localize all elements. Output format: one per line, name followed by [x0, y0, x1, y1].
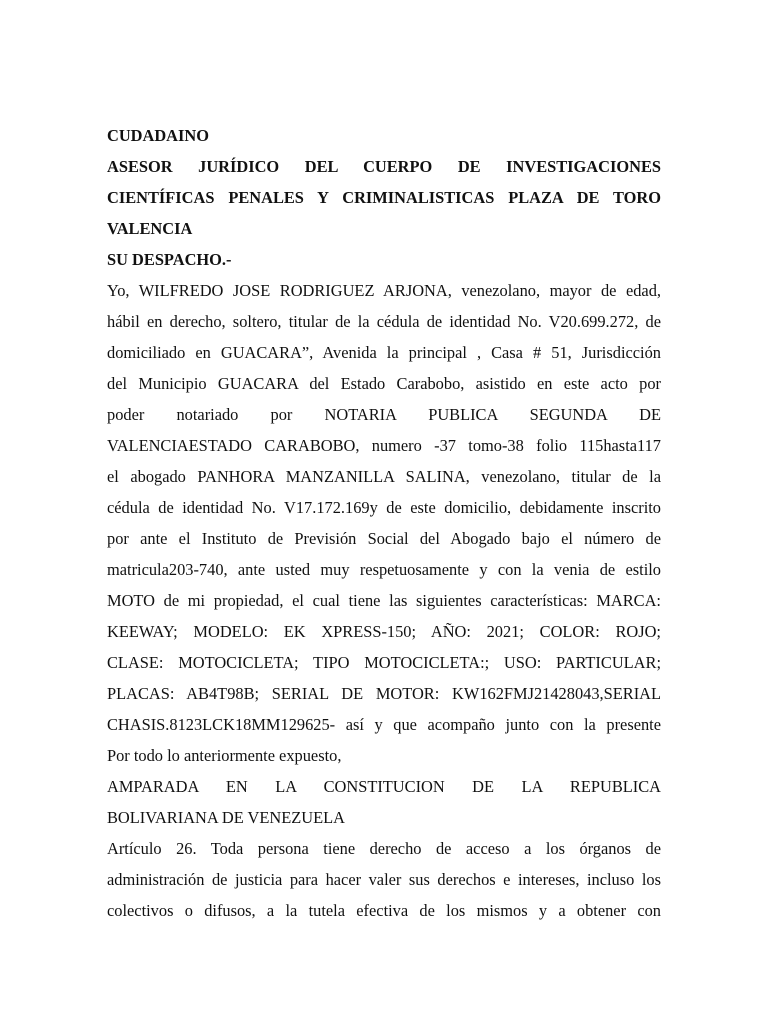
body-line: PLACAS: AB4T98B; SERIAL DE MOTOR: KW162FMJ21428043,SERIAL: [107, 684, 661, 703]
body-paragraph: [107, 275, 661, 771]
constitution-heading: [107, 771, 661, 833]
article-paragraph: [107, 833, 661, 926]
constitution-line: AMPARADA EN LA CONSTITUCION DE LA REPUBLICA: [107, 777, 661, 796]
body-line: VALENCIAESTADO CARABOBO, numero -37 tomo-38 folio 115hasta117: [107, 436, 661, 455]
addressee-title-line-2: CIENTÍFICAS PENALES Y CRIMINALISTICAS PLAZA DE TORO: [107, 188, 661, 207]
body-line: domiciliado en GUACARA”, Avenida la principal , Casa # 51, Jurisdicción: [107, 343, 661, 362]
letter-header: [107, 120, 661, 275]
addressee-title-line-1: ASESOR JURÍDICO DEL CUERPO DE INVESTIGACIONES: [107, 157, 661, 176]
constitution-line: BOLIVARIANA DE VENEZUELA: [107, 808, 345, 827]
body-line: poder notariado por NOTARIA PUBLICA SEGUNDA DE: [107, 405, 661, 424]
body-line: Por todo lo anteriormente expuesto,: [107, 746, 342, 765]
body-line: CLASE: MOTOCICLETA; TIPO MOTOCICLETA:; USO: PARTICULAR;: [107, 653, 661, 672]
body-line: hábil en derecho, soltero, titular de la cédula de identidad No. V20.699.272, de: [107, 312, 661, 331]
addressee-line: CUDADAINO: [107, 126, 209, 145]
body-line: MOTO de mi propiedad, el cual tiene las siguientes características: MARCA:: [107, 591, 661, 610]
body-line: del Municipio GUACARA del Estado Carabobo, asistido en este acto por: [107, 374, 661, 393]
article-line: administración de justicia para hacer valer sus derechos e intereses, incluso los: [107, 870, 661, 889]
salutation: SU DESPACHO.-: [107, 250, 232, 269]
article-line: colectivos o difusos, a la tutela efectiva de los mismos y a obtener con: [107, 901, 661, 920]
body-line: el abogado PANHORA MANZANILLA SALINA, venezolano, titular de la: [107, 467, 661, 486]
addressee-city: VALENCIA: [107, 219, 193, 238]
body-line: por ante el Instituto de Previsión Social del Abogado bajo el número de: [107, 529, 661, 548]
body-line: Yo, WILFREDO JOSE RODRIGUEZ ARJONA, venezolano, mayor de edad,: [107, 281, 661, 300]
body-line: CHASIS.8123LCK18MM129625- así y que acompaño junto con la presente: [107, 715, 661, 734]
body-line: KEEWAY; MODELO: EK XPRESS-150; AÑO: 2021; COLOR: ROJO;: [107, 622, 661, 641]
article-line: Artículo 26. Toda persona tiene derecho de acceso a los órganos de: [107, 839, 661, 858]
body-line: cédula de identidad No. V17.172.169y de este domicilio, debidamente inscrito: [107, 498, 661, 517]
body-line: matricula203-740, ante usted muy respetuosamente y con la venia de estilo: [107, 560, 661, 579]
